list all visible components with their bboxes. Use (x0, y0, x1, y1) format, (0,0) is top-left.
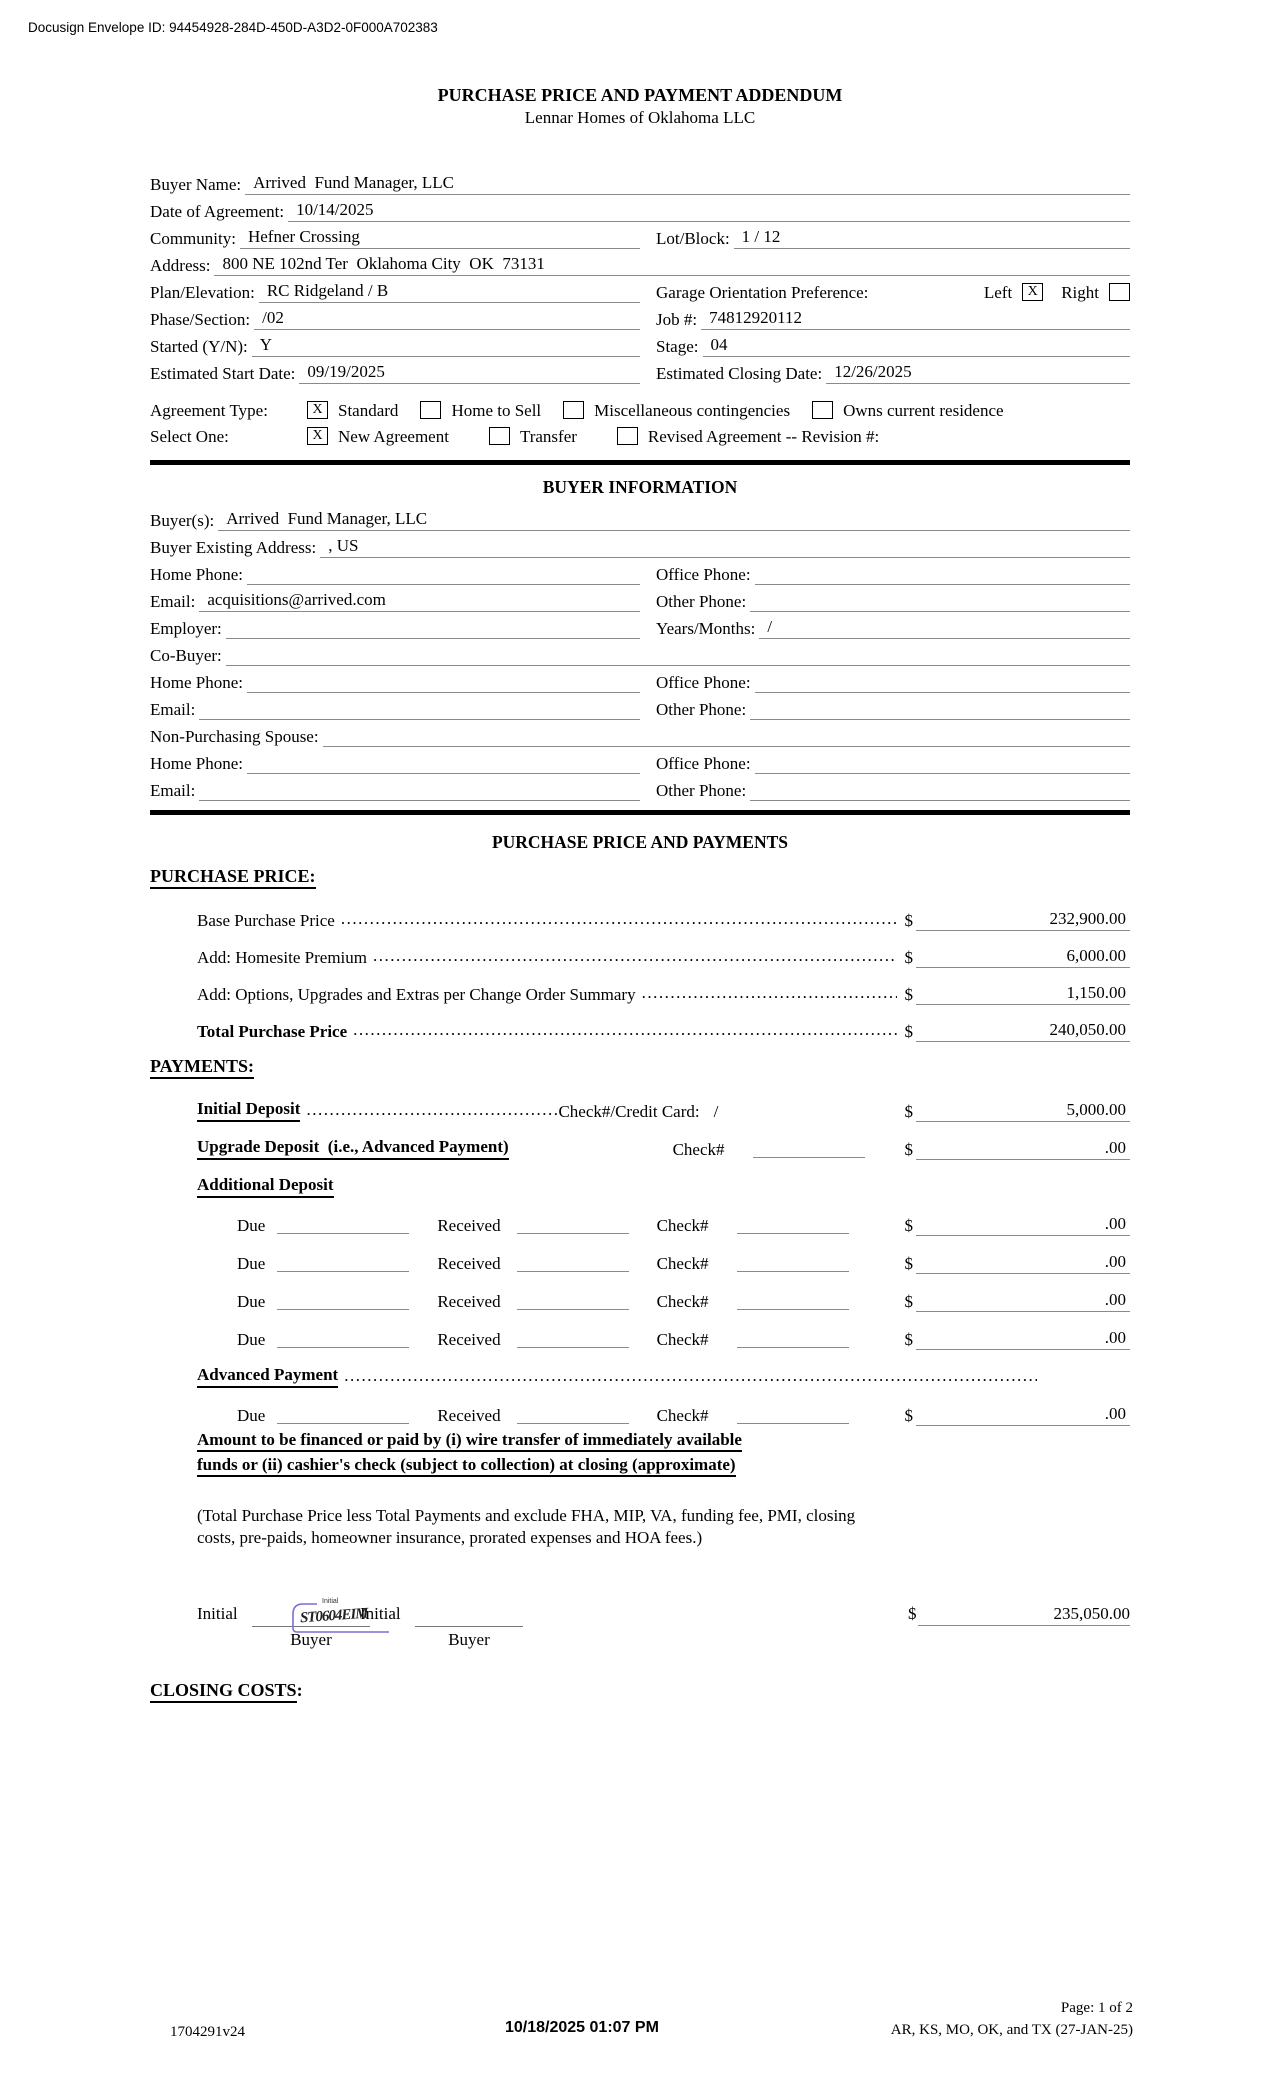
initial-deposit-check-value: / (713, 1102, 719, 1121)
initial-line-2 (415, 1626, 523, 1627)
currency-symbol: $ (904, 1292, 913, 1311)
docusign-initial-stamp[interactable] (290, 1598, 392, 1637)
agreement-home-to-sell-label: Home to Sell (451, 401, 542, 420)
purchase-price-section (150, 866, 1130, 1042)
total-price-row (150, 1005, 1130, 1042)
homesite-premium-label: Add: Homesite Premium (197, 948, 367, 967)
received-label: Received (437, 1330, 501, 1349)
years-months-value: / (759, 617, 1130, 639)
currency-symbol: $ (904, 985, 913, 1004)
buyer-name-label: Buyer Name: (150, 175, 242, 194)
years-months-label: Years/Months: (656, 619, 756, 638)
buyer-name-row (150, 168, 1130, 195)
received-blank (517, 1232, 629, 1234)
options-upgrades-amount: 1,150.00 (916, 983, 1130, 1005)
buyer-initials-row (150, 1598, 1130, 1656)
payments-section (150, 1056, 1130, 1426)
estimated-closing-value: 12/26/2025 (826, 362, 1130, 384)
base-price-amount: 232,900.00 (916, 909, 1130, 931)
buyer-initials-signature: ST0604EIM (299, 1605, 369, 1627)
phase-section-label: Phase/Section: (150, 310, 251, 329)
email-value: acquisitions@arrived.com (199, 590, 640, 612)
address-value: 800 NE 102nd Ter Oklahoma City OK 73131 (214, 254, 1130, 276)
options-upgrades-row (150, 968, 1130, 1005)
home-phone-label-2: Home Phone: (150, 673, 244, 692)
office-phone-value (755, 583, 1130, 585)
options-upgrades-label: Add: Options, Upgrades and Extras per Change Order Summary (197, 985, 636, 1004)
due-amount-2: .00 (916, 1252, 1130, 1274)
received-label: Received (437, 1292, 501, 1311)
agreement-type-row (150, 395, 1130, 421)
buyers-value: Arrived Fund Manager, LLC (218, 509, 1130, 531)
garage-right-label: Right (1061, 283, 1099, 302)
spouse-value (323, 745, 1130, 747)
currency-symbol: $ (904, 1254, 913, 1273)
due-row-3 (150, 1274, 1130, 1312)
due-label: Due (237, 1406, 266, 1425)
docusign-envelope-id: Docusign Envelope ID: 94454928-284D-450D-A3D2-0F000A702383 (28, 20, 438, 35)
initial-deposit-label: Initial Deposit (197, 1099, 300, 1122)
stage-label: Stage: (656, 337, 699, 356)
plan-garage-row (150, 276, 1130, 303)
currency-symbol: $ (904, 948, 913, 967)
due-blank (277, 1308, 409, 1310)
financed-note: (Total Purchase Price less Total Payments and exclude FHA, MIP, VA, funding fee, PMI, closing costs, pre-paids, homeowner insurance, prorated expenses and HOA fees.) (197, 1506, 856, 1547)
select-new-agreement-checkbox: X (307, 427, 328, 445)
section-divider-1 (150, 460, 1130, 465)
email-value-3 (199, 799, 640, 801)
financed-heading-line2: funds or (ii) cashier's check (subject to collection) at closing (approximate) (150, 1455, 1130, 1480)
buyer-information-section (150, 504, 1130, 801)
check-label: Check# (656, 1216, 709, 1235)
phase-job-row (150, 303, 1130, 330)
other-phone-label-2: Other Phone: (656, 700, 747, 719)
date-of-agreement-label: Date of Agreement: (150, 202, 285, 221)
estimated-closing-label: Estimated Closing Date: (656, 364, 823, 383)
select-one-row (150, 421, 1130, 447)
lot-block-value: 1 / 12 (734, 227, 1130, 249)
advanced-payment-label: Advanced Payment (197, 1365, 338, 1388)
dot-leader (344, 1366, 1037, 1386)
financed-amount: 235,050.00 (918, 1604, 1130, 1626)
financed-heading-line1: Amount to be financed or paid by (i) wire transfer of immediately available (150, 1430, 1130, 1455)
check-label: Check# (656, 1292, 709, 1311)
total-price-amount: 240,050.00 (916, 1020, 1130, 1042)
co-buyer-label: Co-Buyer: (150, 646, 222, 665)
received-label: Received (437, 1216, 501, 1235)
buyer-label-2: Buyer (448, 1630, 490, 1649)
buyers-label: Buyer(s): (150, 511, 215, 530)
estimated-dates-row (150, 357, 1130, 384)
received-blank (517, 1308, 629, 1310)
purchase-payments-title: PURCHASE PRICE AND PAYMENTS (491, 832, 789, 852)
spouse-label: Non-Purchasing Spouse: (150, 727, 319, 746)
home-phone-label-3: Home Phone: (150, 754, 244, 773)
due-amount-3: .00 (916, 1290, 1130, 1312)
page-title: PURCHASE PRICE AND PAYMENT ADDENDUM (437, 85, 843, 105)
email-row-1 (150, 585, 1130, 612)
advanced-payment-heading-row (150, 1350, 1130, 1388)
check-blank (737, 1308, 849, 1310)
initial-deposit-row (150, 1084, 1130, 1122)
dot-leader (373, 946, 897, 966)
payments-heading: PAYMENTS: (150, 1056, 1130, 1084)
buyer-information-title: BUYER INFORMATION (542, 477, 738, 497)
dot-leader (353, 1020, 896, 1040)
dot-leader (341, 909, 897, 929)
stage-value: 04 (703, 335, 1131, 357)
check-label: Check# (656, 1330, 709, 1349)
closing-costs-heading: CLOSING COSTS: (150, 1680, 1130, 1701)
office-phone-value-2 (755, 691, 1130, 693)
office-phone-label: Office Phone: (656, 565, 751, 584)
received-label: Received (437, 1254, 501, 1273)
agreement-owns-residence-label: Owns current residence (843, 401, 1004, 420)
community-lot-row (150, 222, 1130, 249)
existing-address-value: , US (320, 536, 1130, 558)
base-price-label: Base Purchase Price (197, 911, 335, 930)
agreement-type-label: Agreement Type: (150, 401, 268, 420)
due-row-1 (150, 1198, 1130, 1236)
top-fields (150, 168, 1130, 384)
garage-left-label: Left (983, 283, 1013, 302)
currency-symbol: $ (904, 1330, 913, 1349)
page-subtitle: Lennar Homes of Oklahoma LLC (524, 108, 756, 127)
existing-address-row (150, 531, 1130, 558)
other-phone-label-3: Other Phone: (656, 781, 747, 800)
phone-row-3 (150, 747, 1130, 774)
upgrade-check-label: Check# (672, 1140, 725, 1159)
due-amount-1: .00 (916, 1214, 1130, 1236)
community-label: Community: (150, 229, 236, 248)
currency-symbol: $ (904, 1022, 913, 1041)
other-phone-value-2 (750, 718, 1130, 720)
upgrade-check-blank (753, 1156, 865, 1158)
upgrade-deposit-row (150, 1122, 1130, 1160)
select-revised-checkbox (617, 427, 638, 445)
document-number: 1704291v24 (170, 2024, 245, 2040)
started-stage-row (150, 330, 1130, 357)
due-label: Due (237, 1330, 266, 1349)
address-row (150, 249, 1130, 276)
due-label: Due (237, 1292, 266, 1311)
plan-elevation-label: Plan/Elevation: (150, 283, 255, 302)
home-phone-label: Home Phone: (150, 565, 244, 584)
currency-symbol: $ (904, 1140, 913, 1159)
initial-deposit-amount: 5,000.00 (916, 1100, 1130, 1122)
received-blank (517, 1422, 629, 1424)
currency-symbol: $ (904, 1102, 913, 1121)
check-blank (737, 1346, 849, 1348)
homesite-premium-row (150, 931, 1130, 968)
job-number-label: Job #: (656, 310, 698, 329)
office-phone-value-3 (755, 772, 1130, 774)
advanced-due-row (150, 1388, 1130, 1426)
agreement-owns-residence-checkbox (812, 401, 833, 419)
select-new-agreement-label: New Agreement (338, 427, 449, 446)
community-value: Hefner Crossing (240, 227, 640, 249)
check-label: Check# (656, 1254, 709, 1273)
homesite-premium-amount: 6,000.00 (916, 946, 1130, 968)
select-revised-label: Revised Agreement -- Revision #: (647, 427, 880, 446)
other-phone-value (750, 610, 1130, 612)
email-label-3: Email: (150, 781, 196, 800)
select-transfer-checkbox (489, 427, 510, 445)
financed-section (150, 1430, 1130, 1480)
dot-leader (306, 1100, 558, 1120)
home-phone-value-2 (247, 691, 640, 693)
email-row-3 (150, 774, 1130, 801)
buyers-row (150, 504, 1130, 531)
initial-deposit-check-label: Check#/Credit Card: (558, 1102, 700, 1121)
page-indicator: Page: 1 of 2 (1060, 2000, 1133, 2016)
due-label: Due (237, 1254, 266, 1273)
email-value-2 (199, 718, 640, 720)
buyer-label-1: Buyer (290, 1630, 332, 1649)
started-label: Started (Y/N): (150, 337, 248, 356)
currency-symbol: $ (904, 1406, 913, 1425)
employer-row (150, 612, 1130, 639)
initial-label-1: Initial (197, 1604, 238, 1623)
phone-row-1 (150, 558, 1130, 585)
email-row-2 (150, 693, 1130, 720)
garage-orientation-label: Garage Orientation Preference: (656, 283, 869, 302)
dot-leader (642, 983, 897, 1003)
garage-right-checkbox (1109, 283, 1130, 301)
agreement-home-to-sell-checkbox (420, 401, 441, 419)
due-row-4 (150, 1312, 1130, 1350)
agreement-section (150, 395, 1130, 447)
employer-value (226, 637, 640, 639)
office-phone-label-3: Office Phone: (656, 754, 751, 773)
initial-tab-label: Initial (322, 1598, 339, 1605)
estimated-start-value: 09/19/2025 (299, 362, 640, 384)
agreement-misc-checkbox (563, 401, 584, 419)
started-value: Y (252, 335, 640, 357)
other-phone-label: Other Phone: (656, 592, 747, 611)
check-blank (737, 1232, 849, 1234)
additional-deposit-label: Additional Deposit (197, 1175, 334, 1198)
currency-symbol: $ (908, 1604, 917, 1623)
lot-block-label: Lot/Block: (656, 229, 730, 248)
currency-symbol: $ (904, 911, 913, 930)
advanced-due-amount: .00 (916, 1404, 1130, 1426)
job-number-value: 74812920112 (701, 308, 1130, 330)
upgrade-deposit-label: Upgrade Deposit (i.e., Advanced Payment) (197, 1137, 509, 1160)
due-blank (277, 1232, 409, 1234)
due-blank (277, 1270, 409, 1272)
phase-section-value: /02 (254, 308, 640, 330)
footer-timestamp: 10/18/2025 01:07 PM (505, 2019, 659, 2036)
phone-row-2 (150, 666, 1130, 693)
currency-symbol: $ (904, 1216, 913, 1235)
check-label: Check# (656, 1406, 709, 1425)
email-label: Email: (150, 592, 196, 611)
other-phone-value-3 (750, 799, 1130, 801)
spouse-row (150, 720, 1130, 747)
purchase-price-heading: PURCHASE PRICE: (150, 866, 1130, 894)
date-of-agreement-value: 10/14/2025 (288, 200, 1130, 222)
due-label: Due (237, 1216, 266, 1235)
total-price-label: Total Purchase Price (197, 1022, 348, 1041)
home-phone-value-3 (247, 772, 640, 774)
co-buyer-row (150, 639, 1130, 666)
received-blank (517, 1270, 629, 1272)
office-phone-label-2: Office Phone: (656, 673, 751, 692)
due-amount-4: .00 (916, 1328, 1130, 1350)
additional-deposit-heading-row (150, 1160, 1130, 1198)
section-divider-2 (150, 810, 1130, 815)
select-transfer-label: Transfer (519, 427, 577, 446)
co-buyer-value (226, 664, 1130, 666)
estimated-start-label: Estimated Start Date: (150, 364, 296, 383)
address-label: Address: (150, 256, 211, 275)
buyer-name-value: Arrived Fund Manager, LLC (245, 173, 1130, 195)
select-one-label: Select One: (150, 427, 229, 446)
due-blank (277, 1346, 409, 1348)
agreement-standard-checkbox: X (307, 401, 328, 419)
received-label: Received (437, 1406, 501, 1425)
date-of-agreement-row (150, 195, 1130, 222)
garage-left-checkbox: X (1022, 283, 1043, 301)
email-label-2: Email: (150, 700, 196, 719)
plan-elevation-value: RC Ridgeland / B (259, 281, 640, 303)
footer-states-version: AR, KS, MO, OK, and TX (27-JAN-25) (890, 2022, 1133, 2038)
check-blank (737, 1270, 849, 1272)
initial-label-2: Initial (360, 1604, 401, 1623)
upgrade-deposit-amount: .00 (916, 1138, 1130, 1160)
home-phone-value (247, 583, 640, 585)
agreement-misc-label: Miscellaneous contingencies (594, 401, 791, 420)
agreement-standard-label: Standard (338, 401, 399, 420)
existing-address-label: Buyer Existing Address: (150, 538, 317, 557)
employer-label: Employer: (150, 619, 222, 638)
check-blank (737, 1422, 849, 1424)
due-row-2 (150, 1236, 1130, 1274)
base-price-row (150, 894, 1130, 931)
due-blank (277, 1422, 409, 1424)
received-blank (517, 1346, 629, 1348)
